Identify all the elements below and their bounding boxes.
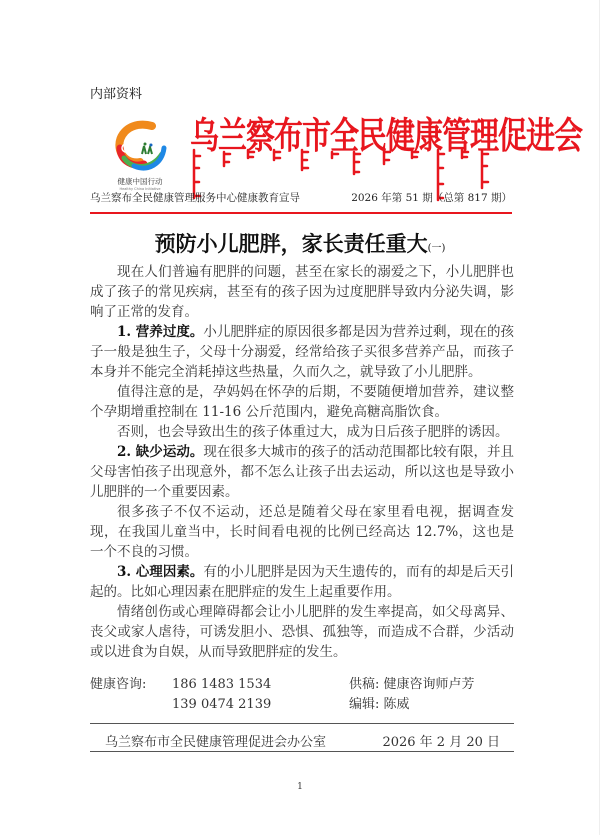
editor: 编辑: 陈威 [349, 697, 410, 712]
footer-date: 2026 年 2 月 20 日 [382, 735, 500, 750]
consult-label: 健康咨询: [90, 677, 147, 692]
paragraph: 现在人们普遍有肥胖的问题，甚至在家长的溺爱之下，小儿肥胖也成了孩子的常见疾病，甚至有的孩子因为过度肥胖导致内分泌失调，影响了正常的发育。 [90, 264, 514, 320]
paragraph: 值得注意的是，孕妈妈在怀孕的后期，不要随便增加营养，建议整个孕期增重控制在 11-16 公斤范围内，避免高糖高脂饮食。 [90, 384, 514, 420]
consult-label-spacer [90, 695, 172, 715]
article-title-part: (一) [427, 243, 446, 254]
footer-divider-top [90, 723, 514, 724]
logo-caption [104, 176, 176, 191]
subheader-org: 乌兰察布全民健康管理服务中心健康教育宣导 [90, 192, 300, 204]
article-title [0, 228, 600, 258]
issue-number: 2026 年第 51 期（总第 817 期） [351, 192, 512, 204]
phone-1: 186 1483 1534 [172, 677, 272, 692]
article-body [90, 262, 514, 662]
internal-material-label: 内部资料 [90, 87, 143, 102]
phone-2: 139 0474 2139 [172, 697, 272, 712]
page-number: 1 [297, 782, 303, 792]
paragraph: 情绪创伤或心理障碍都会让小儿肥胖的发生率提高，如父母离异、丧父或家人虐待，可诱发胆小、恐惧、孤独等，而造成不合群，少活动或以进食为自娱，从而导致肥胖症的发生。 [90, 604, 514, 660]
paragraph: 否则，也会导致出生的孩子体重过大，成为日后孩子肥胖的诱因。 [117, 424, 509, 440]
paragraph: 很多孩子不仅不运动，还总是随着父母在家里看电视，据调查发现，在我国儿童当中，长时间看电视的比例已经高达 12.7%，这也是一个不良的习惯。 [90, 504, 514, 560]
footer [105, 731, 500, 750]
footer-divider-bottom [90, 751, 514, 752]
footer-office: 乌兰察布市全民健康管理促进会办公室 [105, 735, 327, 750]
logo-caption-en: Healthy China Initiative [119, 187, 161, 191]
red-divider [90, 212, 512, 214]
article-title-text: 预防小儿肥胖，家长责任重大 [154, 231, 428, 256]
contacts-block [90, 675, 514, 715]
contributor: 供稿: 健康咨询师卢芳 [349, 677, 475, 692]
paragraph-exercise: 2. 缺少运动。现在很多大城市的孩子的活动范围都比较有限，并且父母害怕孩子出现意外，都不怎么让孩子出去运动，所以这也是导致小儿肥胖的一个重要因素。 [90, 444, 515, 500]
subheader [90, 190, 512, 205]
paragraph-nutrition: 1. 营养过度。小儿肥胖症的原因很多都是因为营养过剩，现在的孩子一般是独生子，父母十分溺爱，经常给孩子买很多营养产品，而孩子本身并不能完全消耗掉这些热量，久而久之，就导致了小儿肥胖。 [90, 324, 515, 380]
org-title: 乌兰察布市全民健康管理促进会 [190, 114, 583, 157]
paragraph-psychology: 3. 心理因素。有的小儿肥胖是因为天生遗传的，而有的却是后天引起的。比如心理因素在肥胖症的发生上起重要作用。 [90, 564, 515, 600]
logo-caption-cn: 健康中国行动 [117, 177, 163, 186]
